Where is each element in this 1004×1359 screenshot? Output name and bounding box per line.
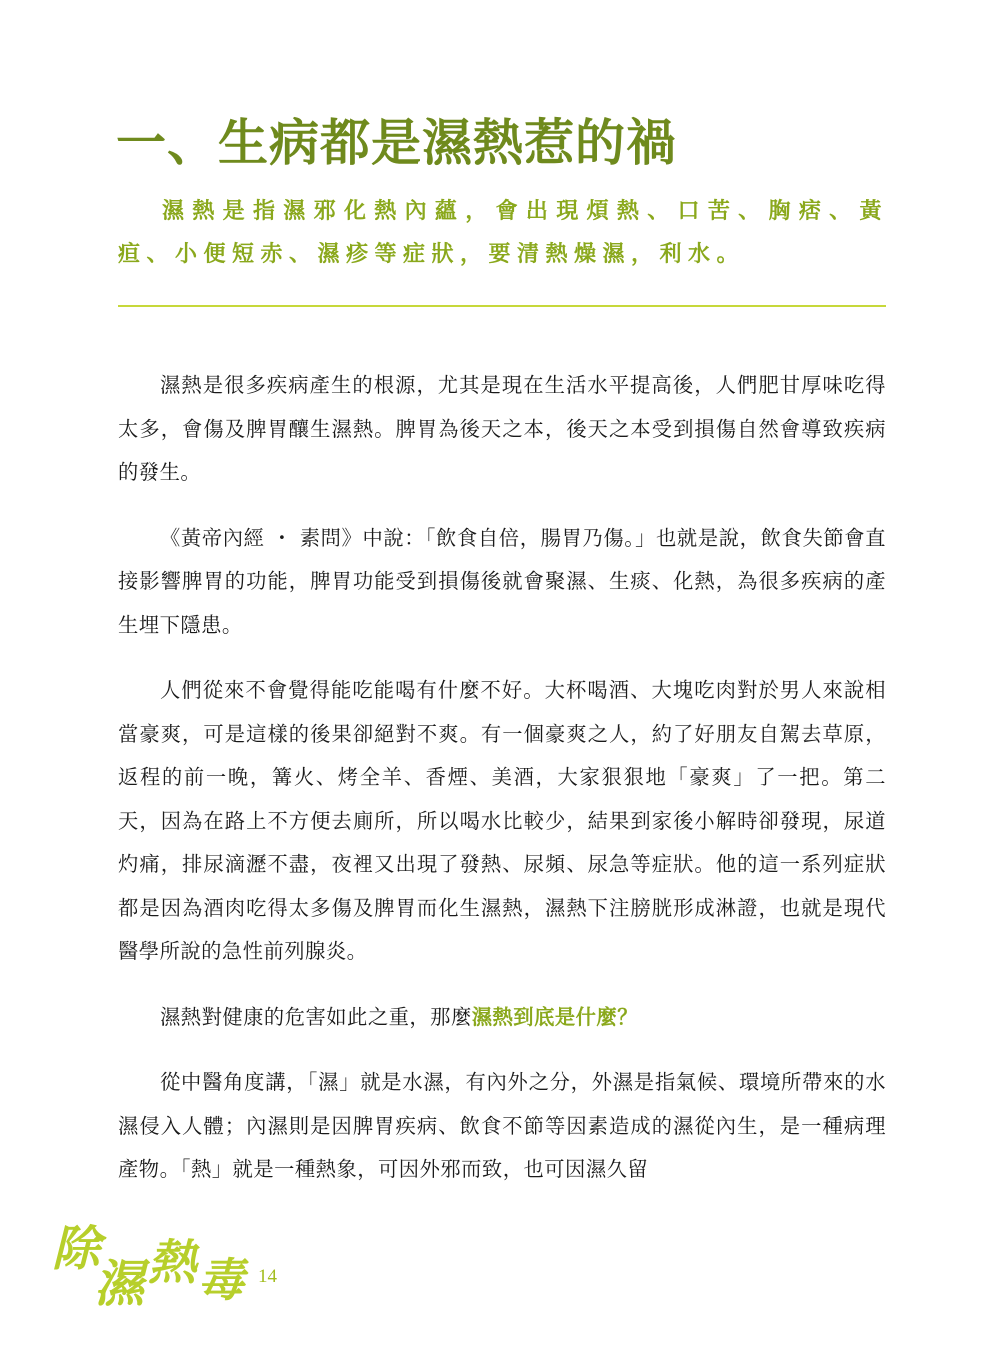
chapter-summary: 濕熱是指濕邪化熱內蘊，會出現煩熱、口苦、胸痞、黃疸、小便短赤、濕疹等症狀，要清熱燥濕，利水。 — [118, 198, 888, 267]
paragraph-4-lead: 濕熱對健康的危害如此之重，那麼 — [160, 1004, 472, 1029]
body-text — [118, 364, 886, 1214]
paragraph-2: 《黃帝內經 ・ 素問》中說：「飲食自倍，腸胃乃傷。」也就是說，飲食失節會直接影響脾胃的功能，脾胃功能受到損傷後就會聚濕、生痰、化熱，為很多疾病的產生埋下隱患。 — [118, 525, 886, 637]
paragraph-4-highlight: 濕熱到底是什麼？ — [471, 1004, 638, 1029]
logo-char-2: 濕 — [94, 1254, 144, 1313]
paragraph-4 — [118, 996, 886, 1040]
paragraph-3: 人們從來不會覺得能吃能喝有什麼不好。大杯喝酒、大塊吃肉對於男人來說相當豪爽，可是這樣的後果卻絕對不爽。有一個豪爽之人，約了好朋友自駕去草原，返程的前一晚，篝火、烤全羊、香煙、美酒，大家狠狠地「豪爽」了一把。第二天，因為在路上不方便去廁所，所以喝水比較少，結果到家後小解時卻發現，尿道灼痛，排尿滴瀝不盡，夜裡又出現了發熱、尿頻、尿急等症狀。他的這一系列症狀都是因為酒肉吃得太多傷及脾胃而化生濕熱，濕熱下注膀胱形成淋證，也就是現代醫學所說的急性前列腺炎。 — [118, 678, 886, 963]
page-number: 14 — [258, 1266, 277, 1287]
paragraph-5: 從中醫角度講，「濕」就是水濕，有內外之分，外濕是指氣候、環境所帶來的水濕侵入人體；內濕則是因脾胃疾病、飲食不節等因素造成的濕從內生，是一種病理產物。「熱」就是一種熱象，可因外邪而致，也可因濕久留 — [118, 1070, 886, 1181]
logo-char-4: 毒 — [198, 1253, 244, 1307]
logo-char-3: 熱 — [148, 1235, 197, 1291]
chapter-title: 一、生病都是濕熱惹的禍 — [116, 113, 677, 172]
book-logo — [44, 1210, 254, 1313]
divider-line — [118, 305, 886, 307]
logo-char-1: 除 — [52, 1221, 101, 1277]
paragraph-1: 濕熱是很多疾病產生的根源，尤其是現在生活水平提高後，人們肥甘厚味吃得太多，會傷及脾胃釀生濕熱。脾胃為後天之本，後天之本受到損傷自然會導致疾病的發生。 — [118, 373, 886, 484]
